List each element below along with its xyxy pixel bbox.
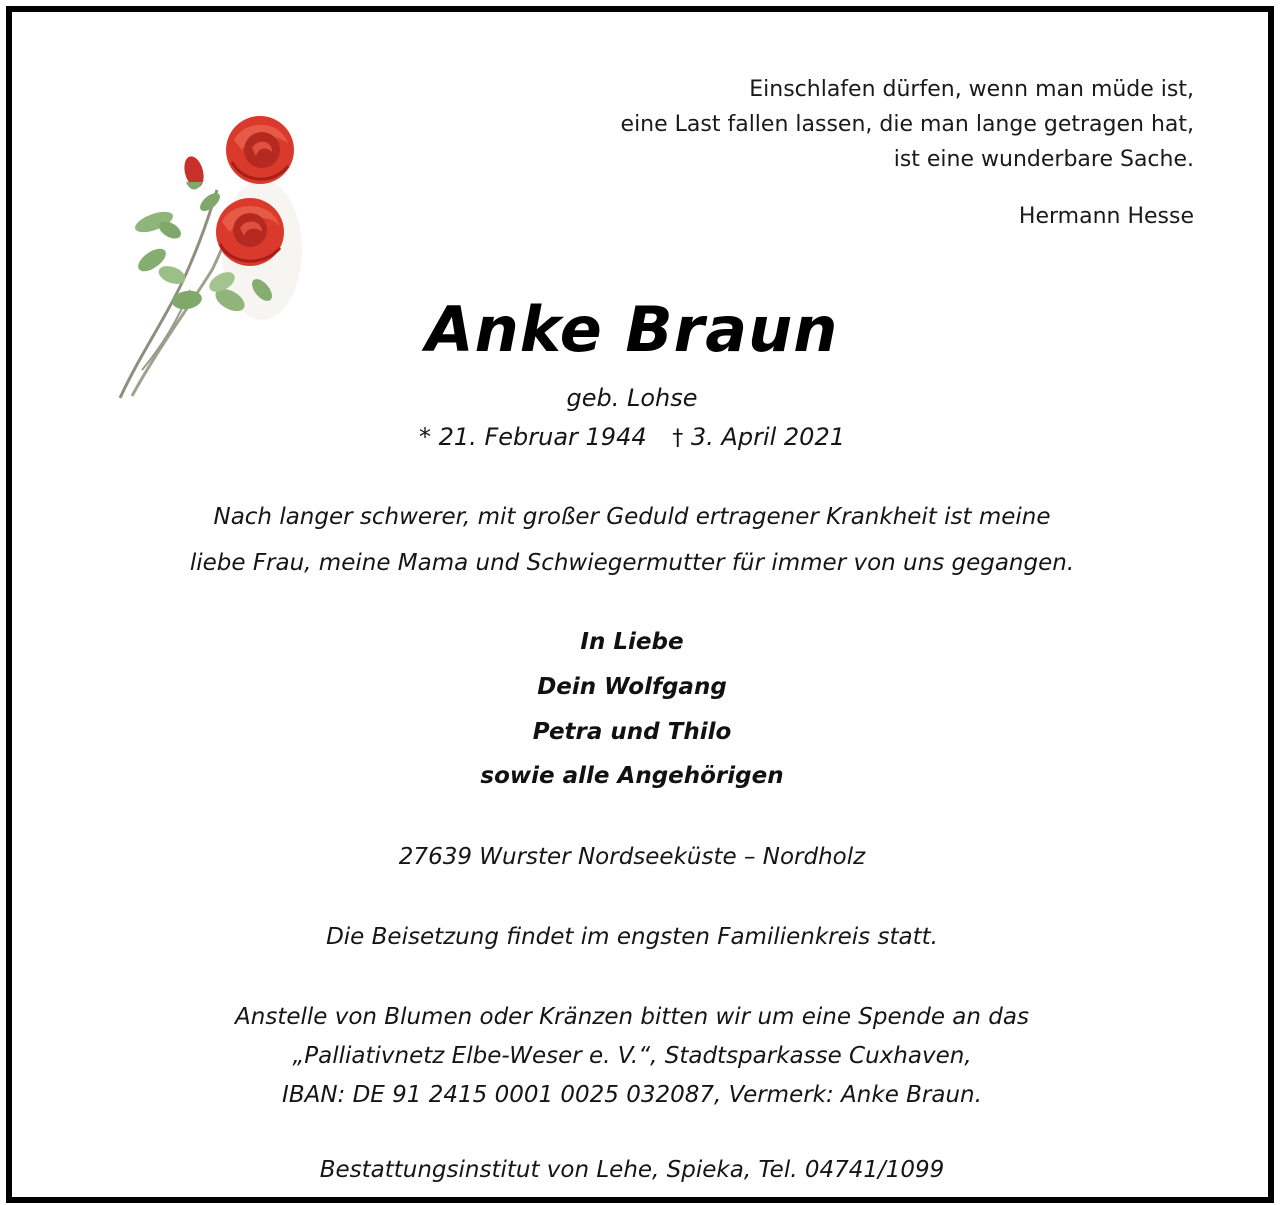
signature-line: Dein Wolfgang (537, 674, 727, 700)
donation-line: IBAN: DE 91 2415 0001 0025 032087, Vermerk: Anke Braun. (282, 1082, 982, 1108)
rose-illustration (112, 110, 322, 402)
birth-date: * 21. Februar 1944 (419, 423, 647, 451)
signature-line: sowie alle Angehörigen (480, 763, 784, 789)
signature-line: Petra und Thilo (532, 719, 732, 745)
death-date: 3. April 2021 (690, 423, 845, 451)
rose-center (244, 132, 280, 168)
life-dates (32, 419, 1232, 457)
donation-line: Anstelle von Blumen oder Kränzen bitten wir um eine Spende an das (235, 1004, 1029, 1030)
signature-line: In Liebe (580, 629, 684, 655)
obituary-frame (6, 6, 1274, 1203)
rose-center (233, 213, 267, 247)
birth-name: geb. Lohse (566, 384, 698, 412)
burial-notice: Die Beisetzung findet im engsten Familienkreis statt. (326, 924, 938, 950)
message-line: liebe Frau, meine Mama und Schwiegermutter für immer von uns gegangen. (189, 550, 1075, 576)
deceased-name: Anke Braun (425, 293, 839, 366)
rose-bud-sepal (186, 182, 202, 190)
cross-symbol: † (672, 426, 684, 451)
quote-author: Hermann Hesse (1018, 204, 1194, 229)
undertaker-line: Bestattungsinstitut von Lehe, Spieka, Tel. 04741/1099 (319, 1157, 945, 1183)
poem-quote (494, 72, 1194, 177)
donation-line: „Palliativnetz Elbe-Weser e. V.“, Stadtsparkasse Cuxhaven, (292, 1043, 972, 1069)
quote-line: eine Last fallen lassen, die man lange getragen hat, (620, 112, 1194, 137)
quote-line: ist eine wunderbare Sache. (893, 147, 1194, 172)
quote-line: Einschlafen dürfen, wenn man müde ist, (749, 77, 1194, 102)
message-line: Nach langer schwerer, mit großer Geduld ertragener Krankheit ist meine (213, 504, 1051, 530)
place-line: 27639 Wurster Nordseeküste – Nordholz (398, 844, 866, 870)
